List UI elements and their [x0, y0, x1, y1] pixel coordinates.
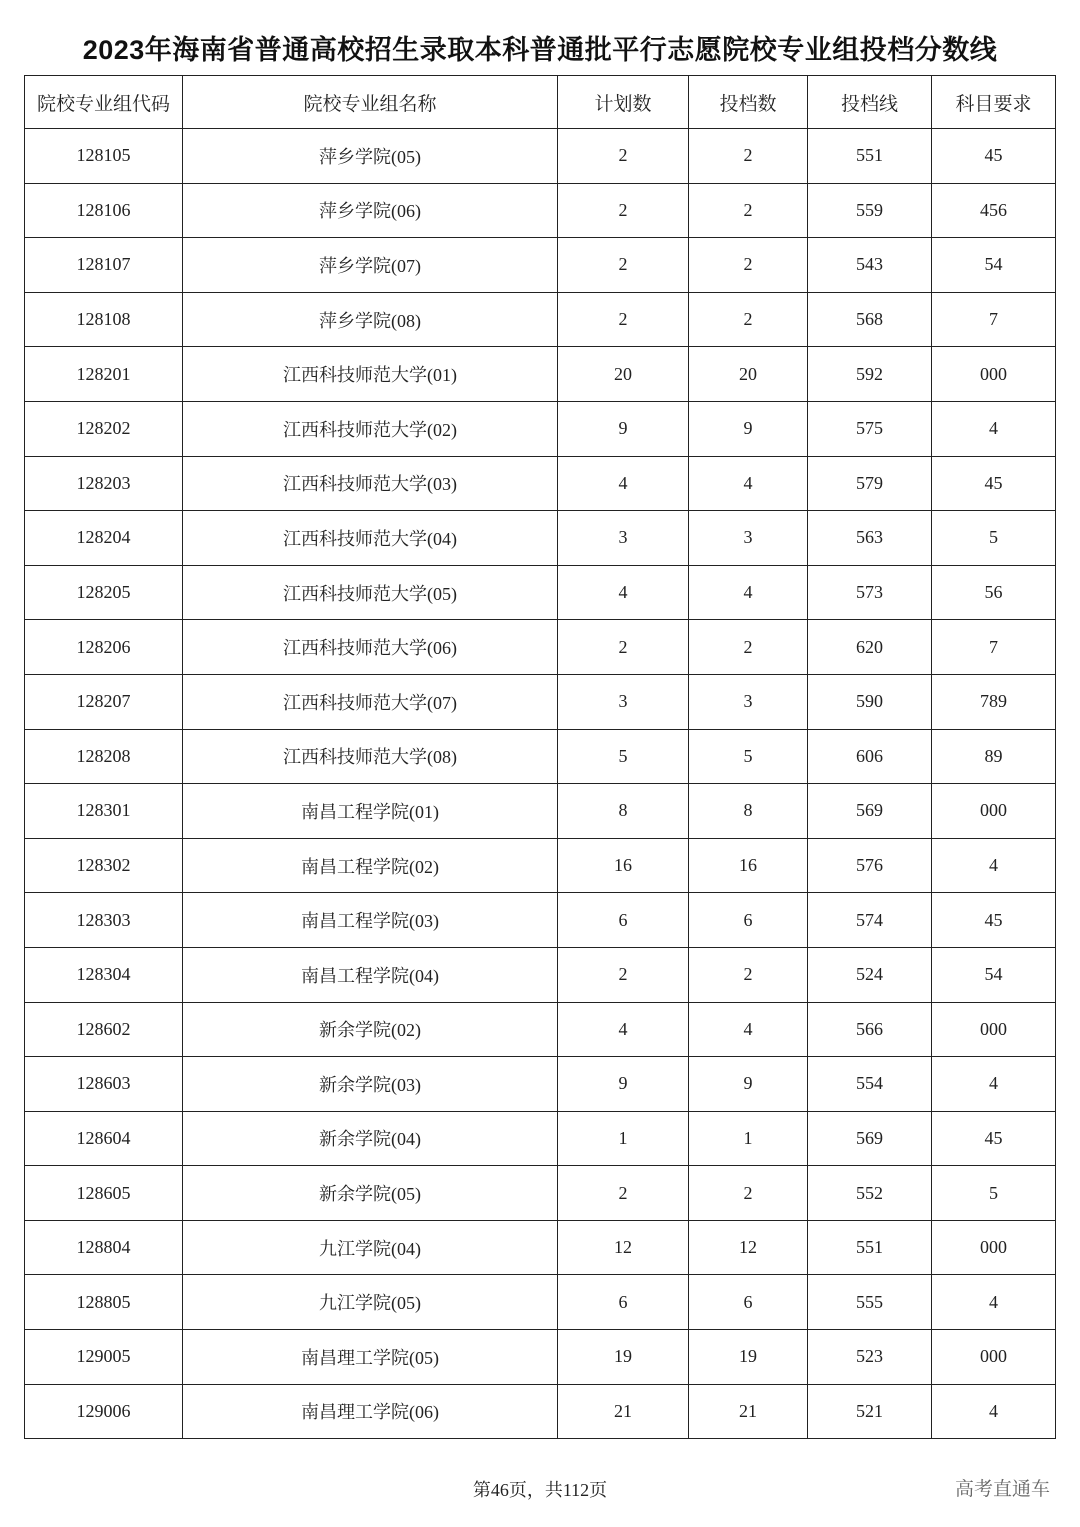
cell-group-code: 129006 [25, 1384, 183, 1439]
cell-subject-requirement: 45 [932, 893, 1056, 948]
cell-plan-count: 3 [558, 511, 689, 566]
cell-group-code: 128202 [25, 401, 183, 456]
table-header-row [25, 76, 1056, 129]
table-row [25, 238, 1056, 293]
table-row [25, 1166, 1056, 1221]
cell-subject-requirement: 7 [932, 620, 1056, 675]
cell-filed-count: 2 [689, 292, 808, 347]
cell-subject-requirement: 000 [932, 1002, 1056, 1057]
table-row [25, 1111, 1056, 1166]
table-row [25, 674, 1056, 729]
cell-subject-requirement: 789 [932, 674, 1056, 729]
cell-plan-count: 12 [558, 1220, 689, 1275]
cell-group-name: 南昌工程学院(04) [183, 947, 558, 1002]
cell-filed-count: 2 [689, 620, 808, 675]
cell-filed-count: 6 [689, 893, 808, 948]
cell-filed-count: 3 [689, 511, 808, 566]
cell-filed-count: 5 [689, 729, 808, 784]
cell-filed-count: 1 [689, 1111, 808, 1166]
cell-filed-count: 9 [689, 401, 808, 456]
cell-filed-count: 4 [689, 565, 808, 620]
cell-cutoff-score: 590 [808, 674, 932, 729]
cell-subject-requirement: 4 [932, 838, 1056, 893]
cell-subject-requirement: 5 [932, 1166, 1056, 1221]
cell-plan-count: 9 [558, 401, 689, 456]
cell-filed-count: 21 [689, 1384, 808, 1439]
cell-subject-requirement: 45 [932, 456, 1056, 511]
cell-group-name: 南昌理工学院(06) [183, 1384, 558, 1439]
table-row [25, 947, 1056, 1002]
page-title: 2023年海南省普通高校招生录取本科普通批平行志愿院校专业组投档分数线 [82, 35, 998, 65]
cell-group-code: 128201 [25, 347, 183, 402]
cell-plan-count: 9 [558, 1057, 689, 1112]
cell-cutoff-score: 579 [808, 456, 932, 511]
cell-cutoff-score: 543 [808, 238, 932, 293]
cell-filed-count: 19 [689, 1330, 808, 1385]
cell-group-code: 128603 [25, 1057, 183, 1112]
cell-plan-count: 6 [558, 1275, 689, 1330]
cell-group-name: 江西科技师范大学(01) [183, 347, 558, 402]
cell-plan-count: 2 [558, 129, 689, 184]
cell-group-name: 江西科技师范大学(02) [183, 401, 558, 456]
cell-group-code: 128208 [25, 729, 183, 784]
cell-plan-count: 3 [558, 674, 689, 729]
cell-cutoff-score: 566 [808, 1002, 932, 1057]
cell-subject-requirement: 45 [932, 1111, 1056, 1166]
header-group-code: 院校专业组代码 [25, 76, 183, 129]
cell-cutoff-score: 555 [808, 1275, 932, 1330]
cell-plan-count: 2 [558, 1166, 689, 1221]
cell-subject-requirement: 7 [932, 292, 1056, 347]
cell-group-name: 萍乡学院(06) [183, 183, 558, 238]
cell-filed-count: 4 [689, 1002, 808, 1057]
table-row [25, 456, 1056, 511]
cell-group-code: 128805 [25, 1275, 183, 1330]
table-row [25, 1002, 1056, 1057]
cell-plan-count: 1 [558, 1111, 689, 1166]
cell-subject-requirement: 45 [932, 129, 1056, 184]
table-row [25, 511, 1056, 566]
cell-cutoff-score: 552 [808, 1166, 932, 1221]
header-subject-requirement: 科目要求 [932, 76, 1056, 129]
cell-cutoff-score: 569 [808, 784, 932, 839]
cell-cutoff-score: 620 [808, 620, 932, 675]
cell-group-name: 南昌工程学院(01) [183, 784, 558, 839]
cell-cutoff-score: 592 [808, 347, 932, 402]
cell-filed-count: 20 [689, 347, 808, 402]
cell-group-code: 128107 [25, 238, 183, 293]
cell-subject-requirement: 4 [932, 401, 1056, 456]
cell-subject-requirement: 54 [932, 947, 1056, 1002]
cell-cutoff-score: 521 [808, 1384, 932, 1439]
cell-plan-count: 6 [558, 893, 689, 948]
cell-cutoff-score: 563 [808, 511, 932, 566]
cell-group-code: 128108 [25, 292, 183, 347]
cell-subject-requirement: 000 [932, 784, 1056, 839]
cell-cutoff-score: 524 [808, 947, 932, 1002]
cell-plan-count: 16 [558, 838, 689, 893]
cell-plan-count: 4 [558, 565, 689, 620]
cell-plan-count: 4 [558, 1002, 689, 1057]
cell-subject-requirement: 5 [932, 511, 1056, 566]
table-row [25, 1275, 1056, 1330]
table-row [25, 1384, 1056, 1439]
cell-subject-requirement: 54 [932, 238, 1056, 293]
table-row [25, 129, 1056, 184]
cell-group-name: 萍乡学院(07) [183, 238, 558, 293]
table-row [25, 1220, 1056, 1275]
cell-group-name: 萍乡学院(05) [183, 129, 558, 184]
cell-filed-count: 6 [689, 1275, 808, 1330]
table-row [25, 1330, 1056, 1385]
table-row [25, 838, 1056, 893]
cell-filed-count: 12 [689, 1220, 808, 1275]
cell-group-code: 128605 [25, 1166, 183, 1221]
cell-cutoff-score: 576 [808, 838, 932, 893]
cell-cutoff-score: 554 [808, 1057, 932, 1112]
cell-cutoff-score: 551 [808, 129, 932, 184]
cell-plan-count: 21 [558, 1384, 689, 1439]
cell-group-code: 128304 [25, 947, 183, 1002]
cell-group-code: 128105 [25, 129, 183, 184]
table-row [25, 893, 1056, 948]
table-row [25, 183, 1056, 238]
header-filed-count: 投档数 [689, 76, 808, 129]
cell-plan-count: 4 [558, 456, 689, 511]
cell-group-code: 128106 [25, 183, 183, 238]
cell-filed-count: 2 [689, 238, 808, 293]
cell-group-name: 新余学院(03) [183, 1057, 558, 1112]
cell-cutoff-score: 575 [808, 401, 932, 456]
header-plan-count: 计划数 [558, 76, 689, 129]
cell-plan-count: 8 [558, 784, 689, 839]
cell-cutoff-score: 573 [808, 565, 932, 620]
cell-plan-count: 2 [558, 183, 689, 238]
cell-group-code: 128206 [25, 620, 183, 675]
table-row [25, 347, 1056, 402]
header-group-name: 院校专业组名称 [183, 76, 558, 129]
cell-subject-requirement: 456 [932, 183, 1056, 238]
cell-group-name: 南昌工程学院(03) [183, 893, 558, 948]
cell-subject-requirement: 4 [932, 1275, 1056, 1330]
cell-group-name: 江西科技师范大学(03) [183, 456, 558, 511]
cell-group-code: 128301 [25, 784, 183, 839]
cell-cutoff-score: 569 [808, 1111, 932, 1166]
header-cutoff-score: 投档线 [808, 76, 932, 129]
cell-group-code: 128604 [25, 1111, 183, 1166]
cell-subject-requirement: 89 [932, 729, 1056, 784]
cell-cutoff-score: 523 [808, 1330, 932, 1385]
cell-subject-requirement: 56 [932, 565, 1056, 620]
cell-group-name: 江西科技师范大学(04) [183, 511, 558, 566]
cell-plan-count: 2 [558, 292, 689, 347]
cell-subject-requirement: 4 [932, 1057, 1056, 1112]
cell-group-code: 129005 [25, 1330, 183, 1385]
cell-group-name: 萍乡学院(08) [183, 292, 558, 347]
cell-plan-count: 20 [558, 347, 689, 402]
cell-group-name: 南昌工程学院(02) [183, 838, 558, 893]
cell-filed-count: 3 [689, 674, 808, 729]
cell-filed-count: 2 [689, 947, 808, 1002]
cell-plan-count: 19 [558, 1330, 689, 1385]
cell-filed-count: 16 [689, 838, 808, 893]
table-row [25, 401, 1056, 456]
cell-subject-requirement: 4 [932, 1384, 1056, 1439]
cell-group-name: 新余学院(02) [183, 1002, 558, 1057]
cell-filed-count: 2 [689, 1166, 808, 1221]
cell-filed-count: 2 [689, 129, 808, 184]
cell-subject-requirement: 000 [932, 1220, 1056, 1275]
cell-subject-requirement: 000 [932, 1330, 1056, 1385]
cell-group-code: 128203 [25, 456, 183, 511]
table-row [25, 729, 1056, 784]
cell-filed-count: 8 [689, 784, 808, 839]
cell-group-name: 江西科技师范大学(08) [183, 729, 558, 784]
cell-group-name: 江西科技师范大学(07) [183, 674, 558, 729]
cell-plan-count: 2 [558, 238, 689, 293]
cell-cutoff-score: 606 [808, 729, 932, 784]
cell-group-name: 新余学院(04) [183, 1111, 558, 1166]
cell-group-code: 128804 [25, 1220, 183, 1275]
cell-group-code: 128303 [25, 893, 183, 948]
table-row [25, 620, 1056, 675]
cell-filed-count: 9 [689, 1057, 808, 1112]
table-row [25, 784, 1056, 839]
table-row [25, 565, 1056, 620]
cell-plan-count: 2 [558, 947, 689, 1002]
cell-group-name: 南昌理工学院(05) [183, 1330, 558, 1385]
cell-group-code: 128205 [25, 565, 183, 620]
cell-cutoff-score: 551 [808, 1220, 932, 1275]
cell-cutoff-score: 574 [808, 893, 932, 948]
cell-group-code: 128302 [25, 838, 183, 893]
cell-filed-count: 2 [689, 183, 808, 238]
cell-group-code: 128204 [25, 511, 183, 566]
cell-group-code: 128207 [25, 674, 183, 729]
cell-plan-count: 5 [558, 729, 689, 784]
cell-group-name: 新余学院(05) [183, 1166, 558, 1221]
table-row [25, 292, 1056, 347]
cell-plan-count: 2 [558, 620, 689, 675]
cell-filed-count: 4 [689, 456, 808, 511]
cell-cutoff-score: 559 [808, 183, 932, 238]
cell-group-name: 江西科技师范大学(05) [183, 565, 558, 620]
cell-group-name: 九江学院(05) [183, 1275, 558, 1330]
cell-group-name: 江西科技师范大学(06) [183, 620, 558, 675]
score-table [24, 75, 1056, 1439]
watermark: 高考直通车 [954, 1478, 1050, 1500]
cell-group-code: 128602 [25, 1002, 183, 1057]
cell-group-name: 九江学院(04) [183, 1220, 558, 1275]
table-row [25, 1057, 1056, 1112]
page-number: 第46页，共112页 [472, 1480, 608, 1500]
cell-cutoff-score: 568 [808, 292, 932, 347]
cell-subject-requirement: 000 [932, 347, 1056, 402]
